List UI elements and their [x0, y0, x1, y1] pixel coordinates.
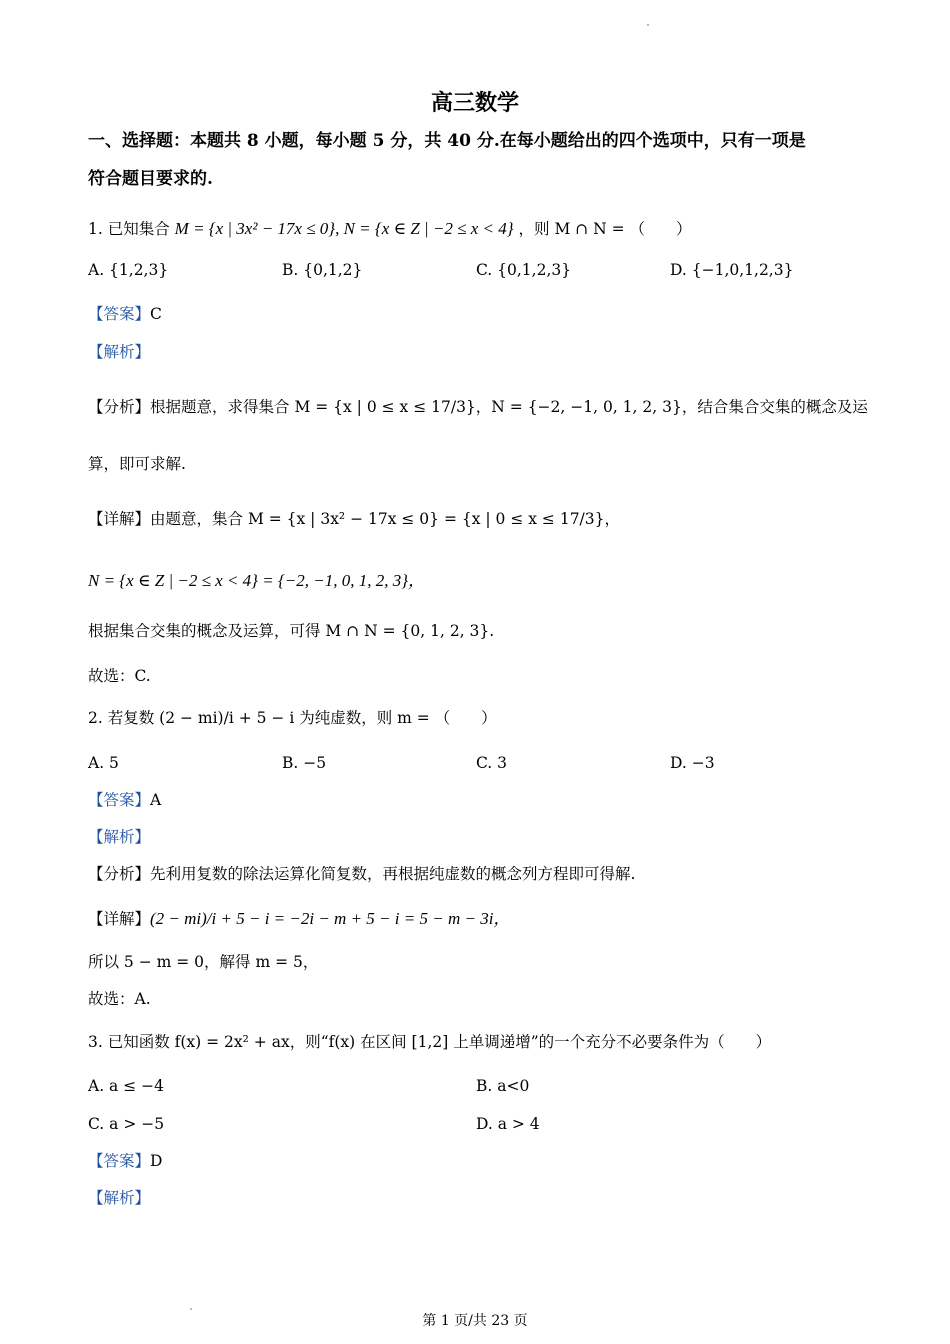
section-heading-line1: 一、选择题：本题共 8 小题，每小题 5 分，共 40 分.在每小题给出的四个选项中，只有一项是: [88, 131, 806, 151]
q1-stem-suffix: ，则 M ∩ N = （ ）: [518, 220, 692, 238]
q2-jiexi-tag: 【解析】: [88, 828, 151, 846]
q2-xiangjie-line2: 所以 5 − m = 0，解得 m = 5，: [88, 953, 319, 971]
q1-fenxi-cont: 算，即可求解.: [88, 455, 186, 473]
q3-answer-value: D: [150, 1152, 163, 1170]
q2-answer-value: A: [150, 791, 162, 809]
q2-option-a: A. 5: [88, 754, 119, 772]
q3-answer-tag: 【答案】: [88, 1152, 151, 1170]
q2-option-d: D. −3: [670, 754, 715, 772]
page-footer: 第 1 页/共 23 页: [422, 1313, 528, 1329]
q1-jiexi-tag: 【解析】: [88, 343, 151, 361]
q1-xiangjie-text: 由题意，集合 M = {x | 3x² − 17x ≤ 0} = {x | 0 ≤ x ≤ 17/3}，: [150, 510, 620, 528]
q2-xiangjie-tag: 【详解】: [88, 910, 151, 928]
section-heading-line2: 符合题目要求的.: [88, 169, 213, 189]
scan-speck: [647, 24, 649, 26]
q2-xiangjie: [88, 910, 510, 928]
q2-stem: 2. 若复数 (2 − mi)/i + 5 − i 为纯虚数，则 m = （ ）: [88, 709, 497, 727]
q1-option-b: B. {0,1,2}: [282, 261, 363, 279]
q1-xiangjie-tag: 【详解】: [88, 510, 151, 528]
q3-option-a: A. a ≤ −4: [88, 1077, 164, 1095]
q1-fenxi: [88, 400, 868, 416]
q1-xiangjie-line2: N = {x ∈ Z | −2 ≤ x < 4} = {−2, −1, 0, 1, 2, 3}，: [88, 571, 425, 590]
q1-fenxi-text: 根据题意，求得集合 M = {x | 0 ≤ x ≤ 17/3}，N = {−2, −1, 0, 1, 2, 3}，结合集合交集的概念及运: [150, 398, 868, 416]
q1-stem-prefix: 1. 已知集合: [88, 220, 170, 238]
page-title: 高三数学: [430, 90, 519, 116]
q2-guxuan: 故选：A.: [88, 990, 151, 1008]
q3-stem: 3. 已知函数 f(x) = 2x² + ax，则“f(x) 在区间 [1,2] 上单调递增”的一个充分不必要条件为（ ）: [88, 1033, 772, 1051]
q1-answer-value: C: [150, 305, 162, 323]
q2-answer: [88, 793, 161, 809]
q1-answer: [88, 307, 162, 323]
scan-speck: [190, 1308, 192, 1310]
q2-answer-tag: 【答案】: [88, 791, 151, 809]
q2-fenxi-text: 先利用复数的除法运算化简复数，再根据纯虚数的概念列方程即可得解.: [150, 865, 636, 883]
q1-stem: [88, 220, 692, 238]
q3-option-d: D. a > 4: [476, 1115, 540, 1133]
q3-option-b: B. a<0: [476, 1077, 530, 1095]
q2-fenxi: [88, 867, 635, 883]
q2-option-b: B. −5: [282, 754, 327, 772]
q3-answer: [88, 1154, 162, 1170]
q1-guxuan: 故选：C.: [88, 667, 151, 685]
q2-fenxi-tag: 【分析】: [88, 865, 151, 883]
q1-xiangjie-line3: 根据集合交集的概念及运算，可得 M ∩ N = {0, 1, 2, 3}.: [88, 622, 495, 640]
q1-option-d: D. {−1,0,1,2,3}: [670, 261, 794, 279]
q1-fenxi-tag: 【分析】: [88, 398, 151, 416]
q1-stem-math: M = {x | 3x² − 17x ≤ 0}, N = {x ∈ Z | −2 ≤ x < 4}: [174, 219, 514, 238]
q3-jiexi-tag: 【解析】: [88, 1189, 151, 1207]
q3-option-c: C. a > −5: [88, 1115, 165, 1133]
q1-option-c: C. {0,1,2,3}: [476, 261, 572, 279]
q2-option-c: C. 3: [476, 754, 508, 772]
q1-xiangjie: [88, 512, 620, 528]
q1-answer-tag: 【答案】: [88, 305, 151, 323]
q2-xiangjie-text: (2 − mi)/i + 5 − i = −2i − m + 5 − i = 5 − m − 3i，: [150, 909, 511, 928]
q1-option-a: A. {1,2,3}: [88, 261, 169, 279]
